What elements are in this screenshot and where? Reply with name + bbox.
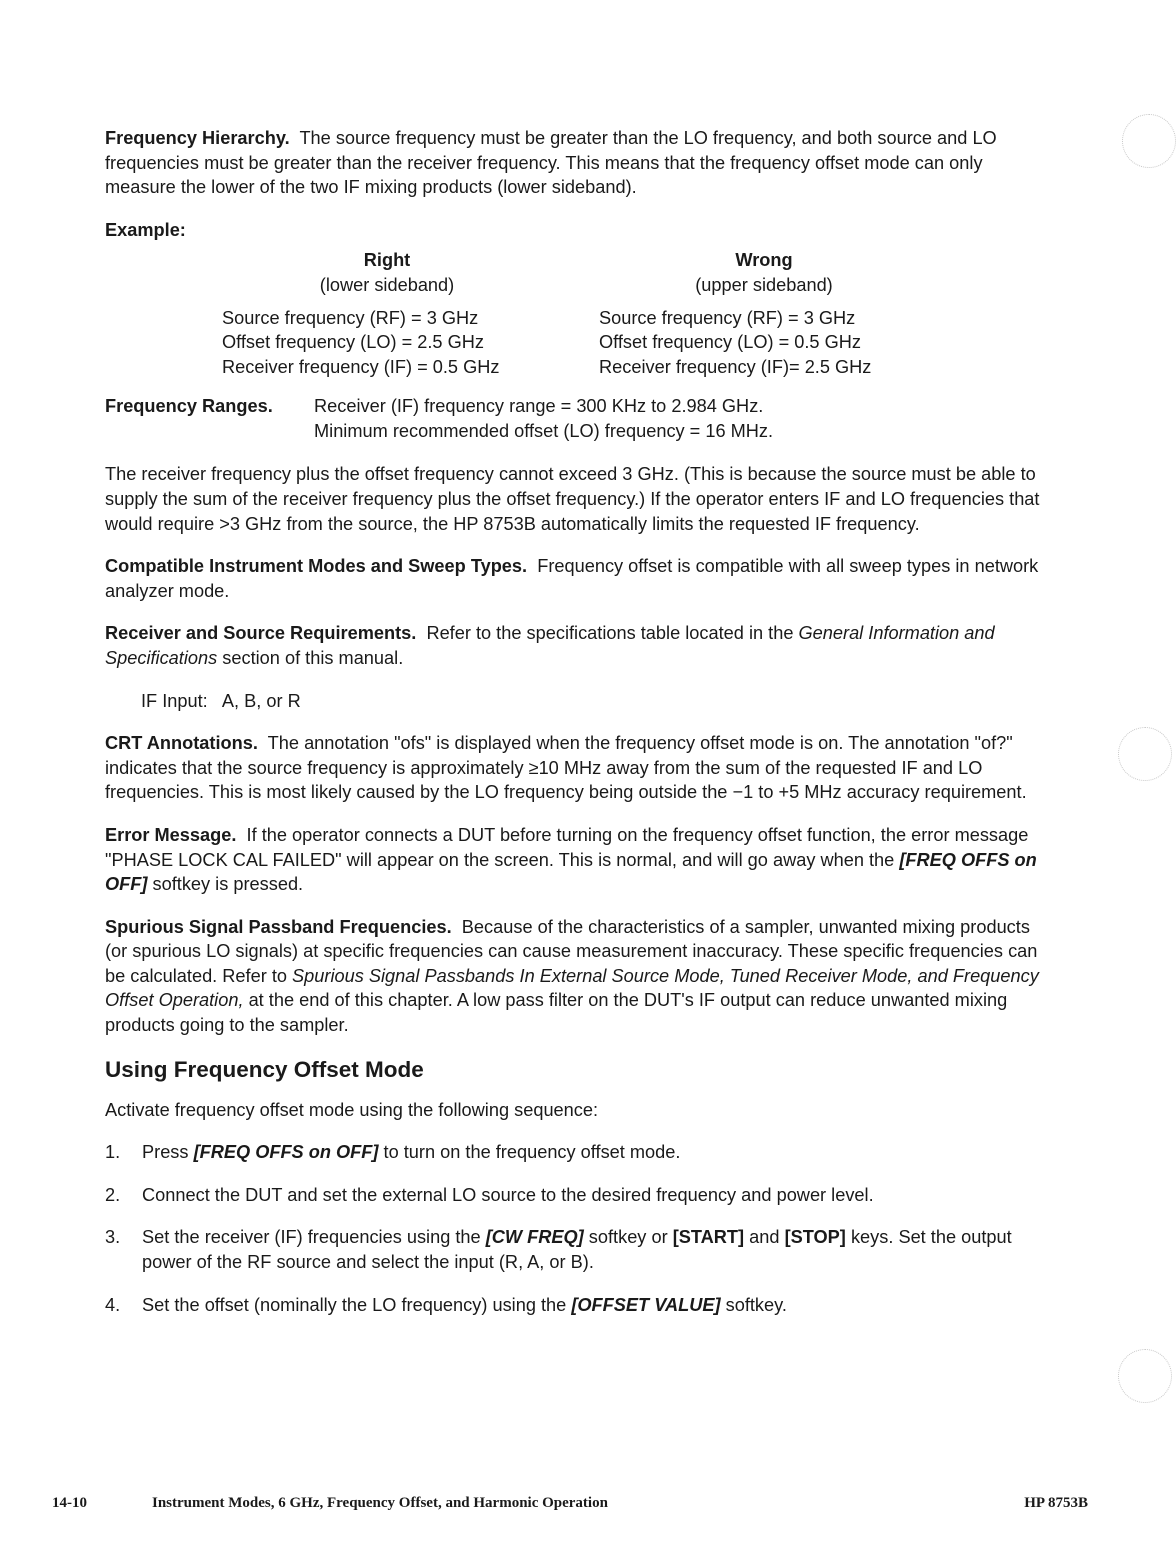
example-wrong-line: Offset frequency (LO) = 0.5 GHz — [599, 332, 861, 353]
example-right-subheading: (lower sideband) — [319, 274, 455, 295]
page-body — [105, 126, 1040, 1335]
binder-hole-middle — [1118, 727, 1172, 781]
frequency-ranges-line: Minimum recommended offset (LO) frequency = 16 MHz. — [314, 420, 774, 441]
section-heading: Using Frequency Offset Mode — [105, 1056, 424, 1082]
example-right-line: Offset frequency (LO) = 2.5 GHz — [222, 332, 484, 353]
crt-annotations-text: The annotation "ofs" is displayed when the frequency offset mode is on. The annotation "of?" indicates that the source frequency is approximately ≥10 MHz away from the sum of the requested IF and LO frequencies. This is most likely caused by the LO frequency being outside the −1 to +5 MHz accuracy requirement. — [105, 733, 1027, 803]
intro-line: Activate frequency offset mode using the following sequence: — [105, 1099, 599, 1120]
spurious-signal-paragraph — [105, 915, 1040, 1038]
offset-value-softkey: [OFFSET VALUE] — [571, 1294, 721, 1315]
spurious-signal-text-end: at the end of this chapter. A low pass filter on the DUT's IF output can reduce unwanted mixing products going to the sampler. — [105, 990, 1008, 1036]
example-comparison — [105, 248, 1040, 382]
start-key: [START] — [672, 1227, 745, 1248]
step-text: softkey. — [725, 1294, 787, 1315]
receiver-note-paragraph: The receiver frequency plus the offset frequency cannot exceed 3 GHz. (This is because the source must be able to supply the sum of the receiver frequency plus the offset frequency.) If the operator enters IF and LO frequencies that would require >3 GHz from the source, the HP 8753B automatically limits the requested IF frequency. — [105, 464, 1040, 534]
step-text: Set the receiver (IF) frequencies using the — [142, 1227, 481, 1248]
step-item — [105, 1183, 1040, 1208]
step-item — [105, 1140, 1040, 1165]
example-right-column — [222, 248, 552, 379]
step-text: and — [749, 1227, 780, 1248]
step-text: to turn on the frequency offset mode. — [383, 1142, 681, 1163]
crt-annotations-label: CRT Annotations. — [105, 733, 258, 754]
requirements-text: Refer to the specifications table located in the — [426, 623, 794, 644]
requirements-text-end: section of this manual. — [222, 647, 404, 668]
example-label: Example: — [105, 219, 186, 240]
example-right-heading: Right — [363, 250, 411, 271]
spurious-signal-label: Spurious Signal Passband Frequencies. — [105, 916, 452, 937]
compatible-modes-label: Compatible Instrument Modes and Sweep Types. — [105, 556, 528, 577]
frequency-hierarchy-text: The source frequency must be greater than the LO frequency, and both source and LO frequencies must be greater than the receiver frequency. This means that the frequency offset mode can only measure the lower of the two IF mixing products (lower sideband). — [105, 128, 997, 198]
step-text: Press — [142, 1142, 189, 1163]
step-item — [105, 1225, 1040, 1274]
step-text: keys. Set the output power of the RF source and select the input (R, A, or B). — [142, 1227, 1012, 1273]
example-wrong-line: Receiver frequency (IF)= 2.5 GHz — [599, 356, 872, 377]
compatible-modes-text: Frequency offset is compatible with all sweep types in network analyzer mode. — [105, 556, 1039, 601]
example-right-line: Source frequency (RF) = 3 GHz — [222, 307, 479, 328]
page-footer — [52, 1495, 1088, 1517]
binder-hole-top — [1122, 114, 1176, 168]
chapter-title: Instrument Modes, 6 GHz, Frequency Offset, and Harmonic Operation — [152, 1495, 608, 1511]
error-message-text-end: softkey is pressed. — [152, 874, 304, 895]
cw-freq-softkey: [CW FREQ] — [485, 1227, 584, 1248]
frequency-hierarchy-label: Frequency Hierarchy. — [105, 128, 290, 148]
requirements-reference: General Information and Specifications — [105, 623, 995, 668]
requirements-label: Receiver and Source Requirements. — [105, 623, 417, 644]
example-wrong-heading: Wrong — [735, 250, 793, 271]
example-wrong-column — [599, 248, 929, 379]
step-number: 2. — [105, 1184, 121, 1205]
compatible-modes-paragraph — [105, 554, 1040, 603]
step-item — [105, 1293, 1040, 1318]
frequency-ranges-label: Frequency Ranges. — [105, 396, 273, 417]
step-number: 1. — [105, 1142, 121, 1163]
freq-offs-softkey: [FREQ OFFS on OFF] — [193, 1142, 379, 1163]
example-wrong-subheading: (upper sideband) — [695, 274, 833, 295]
step-number: 4. — [105, 1294, 121, 1315]
error-message-text: If the operator connects a DUT before turning on the frequency offset function, the error message "PHASE LOCK CAL FAILED" will appear on the screen. This is normal, and will go away when the — [105, 824, 1029, 870]
model-number: HP 8753B — [1024, 1495, 1088, 1511]
error-message-paragraph — [105, 823, 1040, 897]
step-text: Connect the DUT and set the external LO source to the desired frequency and power level. — [142, 1184, 874, 1205]
page-number: 14-10 — [52, 1495, 87, 1511]
freq-offs-softkey: [FREQ OFFS on OFF] — [105, 849, 1037, 895]
step-text: softkey or — [588, 1227, 668, 1248]
spurious-signal-reference: Spurious Signal Passbands In External Source Mode, Tuned Receiver Mode, and Frequency Offset Operation, — [105, 965, 1039, 1011]
step-number: 3. — [105, 1227, 121, 1248]
binder-hole-bottom — [1118, 1349, 1172, 1403]
example-wrong-line: Source frequency (RF) = 3 GHz — [599, 307, 856, 328]
frequency-ranges — [105, 394, 1040, 444]
crt-annotations-paragraph — [105, 731, 1040, 805]
example-right-line: Receiver frequency (IF) = 0.5 GHz — [222, 356, 500, 377]
frequency-hierarchy-paragraph — [105, 126, 1040, 200]
frequency-ranges-line: Receiver (IF) frequency range = 300 KHz to 2.984 GHz. — [314, 396, 764, 417]
if-input-line: IF Input: A, B, or R — [141, 690, 301, 711]
error-message-label: Error Message. — [105, 824, 237, 845]
step-text: Set the offset (nominally the LO frequency) using the — [142, 1294, 567, 1315]
stop-key: [STOP] — [784, 1227, 846, 1248]
spurious-signal-text: Because of the characteristics of a sampler, unwanted mixing products (or spurious LO signals) at specific frequencies can cause measurement inaccuracy. These specific frequencies can be calculated. Refer to — [105, 916, 1038, 986]
procedure-steps — [105, 1140, 1040, 1317]
requirements-paragraph — [105, 621, 1040, 670]
